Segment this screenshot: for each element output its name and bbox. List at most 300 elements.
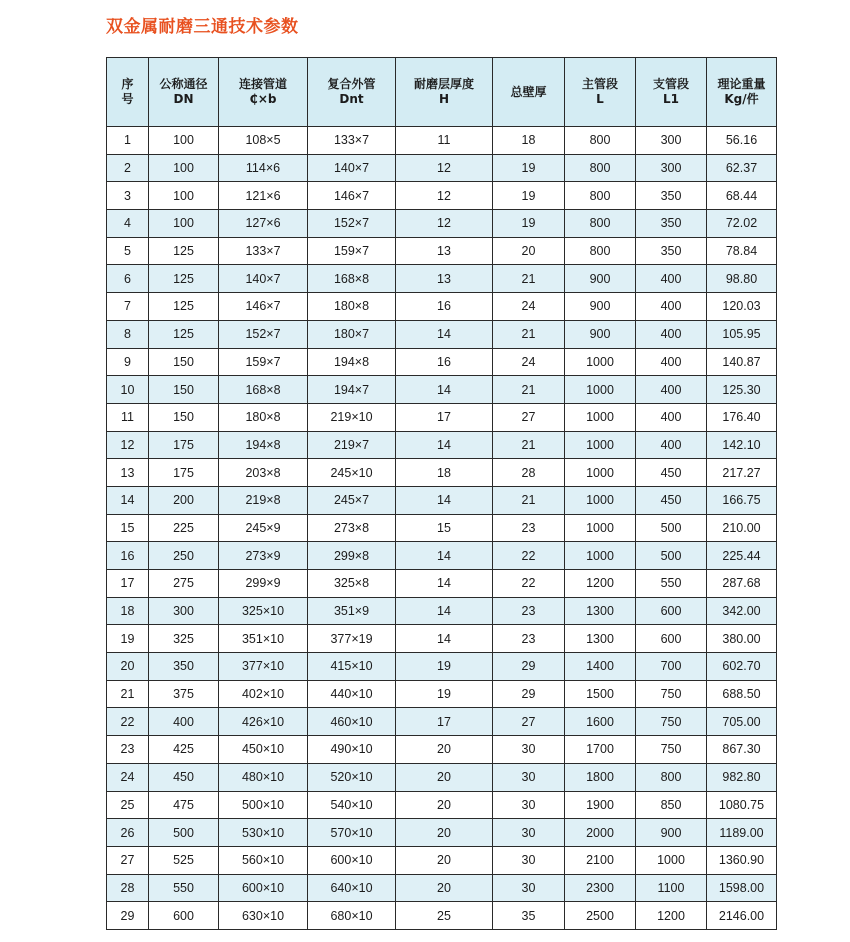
- cell-branch-pipe-section: 500: [636, 514, 707, 542]
- header-nominal-diameter: 公称通径 DN: [149, 58, 219, 127]
- cell-theoretical-weight: 1360.90: [707, 846, 777, 874]
- cell-theoretical-weight: 125.30: [707, 376, 777, 404]
- cell-theoretical-weight: 210.00: [707, 514, 777, 542]
- cell-branch-pipe-section: 400: [636, 265, 707, 293]
- cell-theoretical-weight: 225.44: [707, 542, 777, 570]
- header-main-pipe-section: 主管段 L: [565, 58, 636, 127]
- cell-composite-outer-pipe: 440×10: [308, 680, 396, 708]
- cell-theoretical-weight: 166.75: [707, 486, 777, 514]
- table-row: [107, 154, 777, 182]
- cell-nominal-diameter: 500: [149, 819, 219, 847]
- cell-connecting-pipe: 402×10: [219, 680, 308, 708]
- cell-branch-pipe-section: 900: [636, 819, 707, 847]
- cell-index: 28: [107, 874, 149, 902]
- cell-theoretical-weight: 176.40: [707, 403, 777, 431]
- cell-connecting-pipe: 351×10: [219, 625, 308, 653]
- table-row: [107, 597, 777, 625]
- cell-connecting-pipe: 180×8: [219, 403, 308, 431]
- cell-connecting-pipe: 299×9: [219, 570, 308, 598]
- cell-theoretical-weight: 982.80: [707, 763, 777, 791]
- cell-theoretical-weight: 2146.00: [707, 902, 777, 930]
- cell-index: 27: [107, 846, 149, 874]
- cell-wear-layer-thickness: 11: [396, 127, 493, 155]
- cell-nominal-diameter: 125: [149, 293, 219, 321]
- cell-wear-layer-thickness: 16: [396, 348, 493, 376]
- table-row: [107, 902, 777, 930]
- cell-composite-outer-pipe: 140×7: [308, 154, 396, 182]
- cell-connecting-pipe: 108×5: [219, 127, 308, 155]
- cell-main-pipe-section: 900: [565, 265, 636, 293]
- cell-index: 22: [107, 708, 149, 736]
- cell-main-pipe-section: 1700: [565, 736, 636, 764]
- cell-theoretical-weight: 217.27: [707, 459, 777, 487]
- cell-wear-layer-thickness: 20: [396, 736, 493, 764]
- cell-index: 18: [107, 597, 149, 625]
- cell-wear-layer-thickness: 14: [396, 486, 493, 514]
- cell-main-pipe-section: 1000: [565, 431, 636, 459]
- cell-wear-layer-thickness: 14: [396, 570, 493, 598]
- table-row: [107, 570, 777, 598]
- cell-theoretical-weight: 68.44: [707, 182, 777, 210]
- cell-connecting-pipe: 480×10: [219, 763, 308, 791]
- cell-wear-layer-thickness: 20: [396, 763, 493, 791]
- header-index: 序 号: [107, 58, 149, 127]
- cell-wear-layer-thickness: 12: [396, 210, 493, 238]
- cell-total-wall-thickness: 24: [493, 293, 565, 321]
- cell-wear-layer-thickness: 12: [396, 154, 493, 182]
- cell-theoretical-weight: 1598.00: [707, 874, 777, 902]
- cell-theoretical-weight: 78.84: [707, 237, 777, 265]
- cell-nominal-diameter: 150: [149, 376, 219, 404]
- cell-composite-outer-pipe: 299×8: [308, 542, 396, 570]
- table-row: [107, 237, 777, 265]
- cell-composite-outer-pipe: 377×19: [308, 625, 396, 653]
- cell-total-wall-thickness: 29: [493, 653, 565, 681]
- cell-nominal-diameter: 350: [149, 653, 219, 681]
- header-theoretical-weight: 理论重量 Kg/件: [707, 58, 777, 127]
- cell-nominal-diameter: 475: [149, 791, 219, 819]
- cell-theoretical-weight: 705.00: [707, 708, 777, 736]
- cell-wear-layer-thickness: 20: [396, 791, 493, 819]
- cell-branch-pipe-section: 300: [636, 127, 707, 155]
- cell-branch-pipe-section: 450: [636, 459, 707, 487]
- cell-index: 13: [107, 459, 149, 487]
- cell-index: 21: [107, 680, 149, 708]
- cell-theoretical-weight: 142.10: [707, 431, 777, 459]
- cell-total-wall-thickness: 23: [493, 625, 565, 653]
- cell-connecting-pipe: 560×10: [219, 846, 308, 874]
- cell-main-pipe-section: 900: [565, 293, 636, 321]
- cell-composite-outer-pipe: 570×10: [308, 819, 396, 847]
- cell-nominal-diameter: 525: [149, 846, 219, 874]
- cell-total-wall-thickness: 21: [493, 265, 565, 293]
- cell-connecting-pipe: 159×7: [219, 348, 308, 376]
- table-row: [107, 348, 777, 376]
- cell-index: 4: [107, 210, 149, 238]
- table-row: [107, 403, 777, 431]
- cell-index: 29: [107, 902, 149, 930]
- cell-total-wall-thickness: 23: [493, 597, 565, 625]
- cell-nominal-diameter: 450: [149, 763, 219, 791]
- cell-index: 11: [107, 403, 149, 431]
- cell-main-pipe-section: 800: [565, 127, 636, 155]
- cell-index: 15: [107, 514, 149, 542]
- table-row: [107, 210, 777, 238]
- cell-main-pipe-section: 800: [565, 237, 636, 265]
- cell-theoretical-weight: 72.02: [707, 210, 777, 238]
- table-row: [107, 625, 777, 653]
- cell-wear-layer-thickness: 13: [396, 237, 493, 265]
- cell-total-wall-thickness: 21: [493, 376, 565, 404]
- cell-index: 10: [107, 376, 149, 404]
- cell-branch-pipe-section: 400: [636, 403, 707, 431]
- table-row: [107, 431, 777, 459]
- cell-connecting-pipe: 203×8: [219, 459, 308, 487]
- cell-total-wall-thickness: 24: [493, 348, 565, 376]
- cell-wear-layer-thickness: 19: [396, 653, 493, 681]
- cell-branch-pipe-section: 350: [636, 182, 707, 210]
- cell-main-pipe-section: 1900: [565, 791, 636, 819]
- cell-branch-pipe-section: 600: [636, 625, 707, 653]
- cell-nominal-diameter: 100: [149, 182, 219, 210]
- cell-branch-pipe-section: 400: [636, 293, 707, 321]
- cell-composite-outer-pipe: 180×8: [308, 293, 396, 321]
- header-wear-layer-thickness: 耐磨层厚度 H: [396, 58, 493, 127]
- cell-composite-outer-pipe: 219×10: [308, 403, 396, 431]
- cell-composite-outer-pipe: 490×10: [308, 736, 396, 764]
- cell-branch-pipe-section: 600: [636, 597, 707, 625]
- cell-main-pipe-section: 2300: [565, 874, 636, 902]
- cell-nominal-diameter: 250: [149, 542, 219, 570]
- cell-composite-outer-pipe: 680×10: [308, 902, 396, 930]
- cell-connecting-pipe: 450×10: [219, 736, 308, 764]
- cell-main-pipe-section: 800: [565, 154, 636, 182]
- cell-theoretical-weight: 867.30: [707, 736, 777, 764]
- cell-main-pipe-section: 2100: [565, 846, 636, 874]
- cell-index: 7: [107, 293, 149, 321]
- cell-total-wall-thickness: 21: [493, 431, 565, 459]
- cell-main-pipe-section: 1000: [565, 348, 636, 376]
- cell-total-wall-thickness: 30: [493, 846, 565, 874]
- cell-main-pipe-section: 800: [565, 182, 636, 210]
- cell-composite-outer-pipe: 194×7: [308, 376, 396, 404]
- cell-nominal-diameter: 275: [149, 570, 219, 598]
- cell-nominal-diameter: 200: [149, 486, 219, 514]
- cell-index: 14: [107, 486, 149, 514]
- cell-nominal-diameter: 225: [149, 514, 219, 542]
- table-header-row: [107, 58, 777, 127]
- cell-branch-pipe-section: 300: [636, 154, 707, 182]
- cell-total-wall-thickness: 30: [493, 874, 565, 902]
- cell-nominal-diameter: 100: [149, 154, 219, 182]
- cell-total-wall-thickness: 29: [493, 680, 565, 708]
- cell-wear-layer-thickness: 13: [396, 265, 493, 293]
- cell-wear-layer-thickness: 12: [396, 182, 493, 210]
- cell-wear-layer-thickness: 18: [396, 459, 493, 487]
- cell-nominal-diameter: 150: [149, 403, 219, 431]
- cell-wear-layer-thickness: 20: [396, 874, 493, 902]
- cell-wear-layer-thickness: 15: [396, 514, 493, 542]
- cell-index: 20: [107, 653, 149, 681]
- cell-wear-layer-thickness: 14: [396, 597, 493, 625]
- cell-index: 2: [107, 154, 149, 182]
- cell-index: 16: [107, 542, 149, 570]
- cell-main-pipe-section: 1000: [565, 514, 636, 542]
- cell-nominal-diameter: 150: [149, 348, 219, 376]
- table-row: [107, 182, 777, 210]
- cell-connecting-pipe: 273×9: [219, 542, 308, 570]
- cell-composite-outer-pipe: 180×7: [308, 320, 396, 348]
- cell-nominal-diameter: 100: [149, 210, 219, 238]
- cell-total-wall-thickness: 23: [493, 514, 565, 542]
- cell-branch-pipe-section: 750: [636, 736, 707, 764]
- cell-theoretical-weight: 602.70: [707, 653, 777, 681]
- cell-branch-pipe-section: 400: [636, 320, 707, 348]
- cell-index: 12: [107, 431, 149, 459]
- cell-nominal-diameter: 125: [149, 237, 219, 265]
- table-row: [107, 265, 777, 293]
- cell-nominal-diameter: 600: [149, 902, 219, 930]
- cell-composite-outer-pipe: 152×7: [308, 210, 396, 238]
- page-title: 双金属耐磨三通技术参数: [106, 17, 299, 37]
- cell-main-pipe-section: 1000: [565, 459, 636, 487]
- cell-theoretical-weight: 62.37: [707, 154, 777, 182]
- cell-wear-layer-thickness: 20: [396, 846, 493, 874]
- cell-index: 3: [107, 182, 149, 210]
- spec-table: [106, 57, 777, 930]
- cell-branch-pipe-section: 750: [636, 708, 707, 736]
- cell-branch-pipe-section: 350: [636, 237, 707, 265]
- cell-composite-outer-pipe: 520×10: [308, 763, 396, 791]
- table-row: [107, 763, 777, 791]
- cell-branch-pipe-section: 500: [636, 542, 707, 570]
- cell-index: 1: [107, 127, 149, 155]
- cell-connecting-pipe: 325×10: [219, 597, 308, 625]
- cell-theoretical-weight: 56.16: [707, 127, 777, 155]
- header-branch-pipe-section: 支管段 L1: [636, 58, 707, 127]
- cell-connecting-pipe: 426×10: [219, 708, 308, 736]
- table-body: [107, 127, 777, 930]
- cell-nominal-diameter: 125: [149, 265, 219, 293]
- cell-composite-outer-pipe: 325×8: [308, 570, 396, 598]
- cell-composite-outer-pipe: 245×7: [308, 486, 396, 514]
- cell-nominal-diameter: 100: [149, 127, 219, 155]
- cell-nominal-diameter: 300: [149, 597, 219, 625]
- cell-index: 8: [107, 320, 149, 348]
- cell-wear-layer-thickness: 14: [396, 625, 493, 653]
- table-row: [107, 376, 777, 404]
- cell-branch-pipe-section: 1000: [636, 846, 707, 874]
- cell-total-wall-thickness: 18: [493, 127, 565, 155]
- cell-main-pipe-section: 1000: [565, 376, 636, 404]
- table-row: [107, 874, 777, 902]
- cell-wear-layer-thickness: 17: [396, 708, 493, 736]
- cell-total-wall-thickness: 30: [493, 791, 565, 819]
- cell-nominal-diameter: 325: [149, 625, 219, 653]
- cell-connecting-pipe: 146×7: [219, 293, 308, 321]
- cell-theoretical-weight: 1080.75: [707, 791, 777, 819]
- cell-branch-pipe-section: 750: [636, 680, 707, 708]
- cell-connecting-pipe: 500×10: [219, 791, 308, 819]
- cell-total-wall-thickness: 21: [493, 486, 565, 514]
- cell-nominal-diameter: 425: [149, 736, 219, 764]
- cell-composite-outer-pipe: 460×10: [308, 708, 396, 736]
- cell-wear-layer-thickness: 20: [396, 819, 493, 847]
- cell-index: 23: [107, 736, 149, 764]
- cell-nominal-diameter: 125: [149, 320, 219, 348]
- cell-connecting-pipe: 219×8: [219, 486, 308, 514]
- cell-index: 9: [107, 348, 149, 376]
- cell-total-wall-thickness: 30: [493, 763, 565, 791]
- cell-main-pipe-section: 1000: [565, 403, 636, 431]
- cell-connecting-pipe: 114×6: [219, 154, 308, 182]
- cell-branch-pipe-section: 450: [636, 486, 707, 514]
- cell-total-wall-thickness: 35: [493, 902, 565, 930]
- cell-composite-outer-pipe: 194×8: [308, 348, 396, 376]
- cell-theoretical-weight: 120.03: [707, 293, 777, 321]
- cell-main-pipe-section: 1300: [565, 625, 636, 653]
- cell-main-pipe-section: 2000: [565, 819, 636, 847]
- cell-total-wall-thickness: 21: [493, 320, 565, 348]
- cell-index: 19: [107, 625, 149, 653]
- cell-nominal-diameter: 375: [149, 680, 219, 708]
- cell-branch-pipe-section: 800: [636, 763, 707, 791]
- cell-theoretical-weight: 287.68: [707, 570, 777, 598]
- cell-total-wall-thickness: 30: [493, 736, 565, 764]
- cell-theoretical-weight: 105.95: [707, 320, 777, 348]
- cell-theoretical-weight: 380.00: [707, 625, 777, 653]
- cell-main-pipe-section: 800: [565, 210, 636, 238]
- cell-main-pipe-section: 1600: [565, 708, 636, 736]
- cell-composite-outer-pipe: 273×8: [308, 514, 396, 542]
- table-row: [107, 542, 777, 570]
- cell-branch-pipe-section: 850: [636, 791, 707, 819]
- cell-connecting-pipe: 600×10: [219, 874, 308, 902]
- cell-wear-layer-thickness: 14: [396, 431, 493, 459]
- cell-nominal-diameter: 175: [149, 459, 219, 487]
- cell-connecting-pipe: 530×10: [219, 819, 308, 847]
- cell-composite-outer-pipe: 415×10: [308, 653, 396, 681]
- cell-index: 24: [107, 763, 149, 791]
- cell-connecting-pipe: 245×9: [219, 514, 308, 542]
- cell-composite-outer-pipe: 133×7: [308, 127, 396, 155]
- cell-theoretical-weight: 98.80: [707, 265, 777, 293]
- cell-branch-pipe-section: 400: [636, 431, 707, 459]
- cell-theoretical-weight: 1189.00: [707, 819, 777, 847]
- cell-theoretical-weight: 342.00: [707, 597, 777, 625]
- cell-branch-pipe-section: 350: [636, 210, 707, 238]
- cell-total-wall-thickness: 19: [493, 182, 565, 210]
- cell-composite-outer-pipe: 146×7: [308, 182, 396, 210]
- cell-main-pipe-section: 900: [565, 320, 636, 348]
- table-row: [107, 819, 777, 847]
- cell-branch-pipe-section: 550: [636, 570, 707, 598]
- cell-connecting-pipe: 121×6: [219, 182, 308, 210]
- cell-total-wall-thickness: 27: [493, 708, 565, 736]
- cell-main-pipe-section: 1300: [565, 597, 636, 625]
- cell-theoretical-weight: 140.87: [707, 348, 777, 376]
- header-total-wall-thickness: 总壁厚: [493, 58, 565, 127]
- cell-connecting-pipe: 377×10: [219, 653, 308, 681]
- cell-branch-pipe-section: 1200: [636, 902, 707, 930]
- table-row: [107, 514, 777, 542]
- cell-nominal-diameter: 550: [149, 874, 219, 902]
- cell-wear-layer-thickness: 19: [396, 680, 493, 708]
- table-row: [107, 791, 777, 819]
- cell-total-wall-thickness: 20: [493, 237, 565, 265]
- cell-connecting-pipe: 630×10: [219, 902, 308, 930]
- cell-main-pipe-section: 1000: [565, 486, 636, 514]
- cell-wear-layer-thickness: 17: [396, 403, 493, 431]
- table-row: [107, 459, 777, 487]
- cell-nominal-diameter: 175: [149, 431, 219, 459]
- cell-branch-pipe-section: 700: [636, 653, 707, 681]
- cell-composite-outer-pipe: 159×7: [308, 237, 396, 265]
- cell-wear-layer-thickness: 25: [396, 902, 493, 930]
- cell-total-wall-thickness: 22: [493, 570, 565, 598]
- table-row: [107, 653, 777, 681]
- cell-index: 25: [107, 791, 149, 819]
- table-row: [107, 708, 777, 736]
- cell-branch-pipe-section: 400: [636, 348, 707, 376]
- table-row: [107, 293, 777, 321]
- cell-main-pipe-section: 2500: [565, 902, 636, 930]
- table-row: [107, 736, 777, 764]
- cell-total-wall-thickness: 22: [493, 542, 565, 570]
- table-row: [107, 320, 777, 348]
- cell-branch-pipe-section: 1100: [636, 874, 707, 902]
- cell-branch-pipe-section: 400: [636, 376, 707, 404]
- table-row: [107, 486, 777, 514]
- cell-total-wall-thickness: 30: [493, 819, 565, 847]
- cell-composite-outer-pipe: 219×7: [308, 431, 396, 459]
- cell-index: 26: [107, 819, 149, 847]
- cell-total-wall-thickness: 19: [493, 154, 565, 182]
- cell-main-pipe-section: 1800: [565, 763, 636, 791]
- cell-main-pipe-section: 1000: [565, 542, 636, 570]
- table-row: [107, 127, 777, 155]
- cell-main-pipe-section: 1200: [565, 570, 636, 598]
- table-row: [107, 846, 777, 874]
- cell-composite-outer-pipe: 540×10: [308, 791, 396, 819]
- cell-index: 17: [107, 570, 149, 598]
- cell-composite-outer-pipe: 351×9: [308, 597, 396, 625]
- cell-composite-outer-pipe: 600×10: [308, 846, 396, 874]
- cell-wear-layer-thickness: 14: [396, 320, 493, 348]
- cell-main-pipe-section: 1400: [565, 653, 636, 681]
- cell-main-pipe-section: 1500: [565, 680, 636, 708]
- cell-composite-outer-pipe: 245×10: [308, 459, 396, 487]
- cell-connecting-pipe: 168×8: [219, 376, 308, 404]
- cell-total-wall-thickness: 19: [493, 210, 565, 238]
- cell-index: 6: [107, 265, 149, 293]
- cell-index: 5: [107, 237, 149, 265]
- cell-total-wall-thickness: 28: [493, 459, 565, 487]
- header-composite-outer-pipe: 复合外管 Dnt: [308, 58, 396, 127]
- cell-connecting-pipe: 194×8: [219, 431, 308, 459]
- cell-wear-layer-thickness: 16: [396, 293, 493, 321]
- cell-connecting-pipe: 140×7: [219, 265, 308, 293]
- table-row: [107, 680, 777, 708]
- cell-composite-outer-pipe: 168×8: [308, 265, 396, 293]
- cell-theoretical-weight: 688.50: [707, 680, 777, 708]
- cell-composite-outer-pipe: 640×10: [308, 874, 396, 902]
- cell-connecting-pipe: 152×7: [219, 320, 308, 348]
- cell-connecting-pipe: 127×6: [219, 210, 308, 238]
- header-connecting-pipe: 连接管道 ₵×b: [219, 58, 308, 127]
- cell-wear-layer-thickness: 14: [396, 542, 493, 570]
- cell-wear-layer-thickness: 14: [396, 376, 493, 404]
